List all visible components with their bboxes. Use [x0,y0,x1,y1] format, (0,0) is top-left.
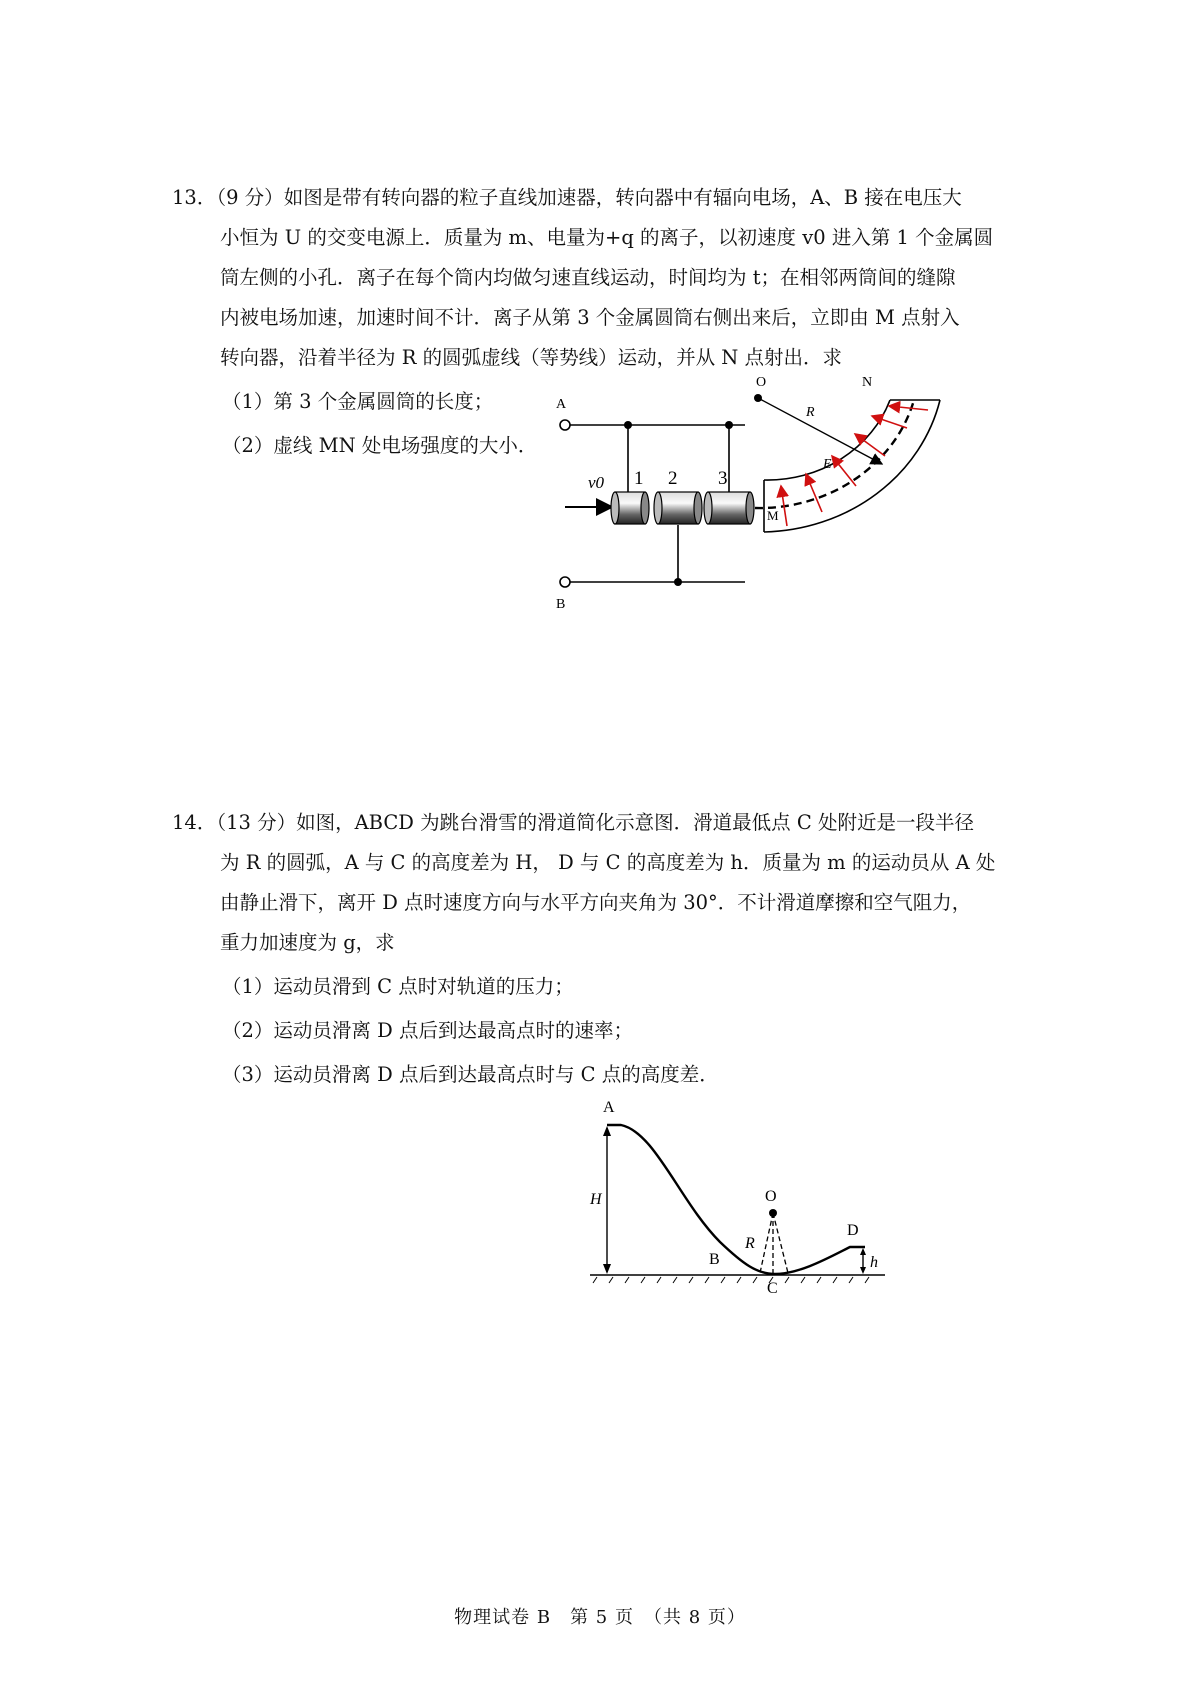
label-R: R [806,405,815,420]
page-footer: 物理试卷 B 第 5 页 （共 8 页） [454,1607,746,1628]
q13-number: 13． [172,186,217,209]
H-arrow-top [603,1126,611,1136]
q13-line-1 [172,178,1020,218]
metal-tube-3 [704,492,754,524]
h-arrow-top [860,1248,866,1255]
metal-tube-2 [654,492,702,524]
q13-text-1: 如图是带有转向器的粒子直线加速器，转向器中有辐向电场，A、B 接在电压大 [283,186,962,209]
accelerator-figure [556,370,980,680]
terminal-B [560,577,570,587]
q13-sub-1: （1）第 3 个金属圆筒的长度； [222,390,494,413]
label-A: A [603,1099,615,1116]
metal-tube-1 [611,492,649,524]
ground-hatch [593,1277,869,1283]
tube-label-3: 3 [718,468,728,489]
junction-1 [624,421,632,429]
equipotential-arc [755,400,914,508]
q13-line-5: 转向器，沿着半径为 R 的圆弧虚线（等势线）运动，并从 N 点射出．求 [220,346,843,369]
tube-label-2: 2 [668,468,678,489]
q13-line-2: 小恒为 U 的交变电源上．质量为 m、电量为+q 的离子，以初速度 v0 进入第 1 个金属圆 [220,226,994,249]
label-H: H [590,1191,602,1208]
label-B: B [709,1251,720,1268]
junction-3 [674,578,682,586]
ski-track-figure [585,1092,895,1302]
q14-line-4: 重力加速度为 g，求 [220,931,395,954]
h-arrow-bottom [860,1267,866,1274]
q14-sub-1: （1）运动员滑到 C 点时对轨道的压力； [222,975,574,998]
label-A: A [556,397,567,412]
label-N: N [862,375,873,390]
junction-2 [725,421,733,429]
q14-score: （13 分） [216,811,297,834]
ski-track [607,1125,865,1274]
q13-line-3: 筒左侧的小孔．离子在每个筒内均做匀速直线运动，时间均为 t；在相邻两筒间的缝隙 [220,266,956,289]
deflector [764,400,940,532]
tube-label-1: 1 [634,468,644,489]
q14-number: 14． [172,811,217,834]
q14-text-1: 如图，ABCD 为跳台滑雪的滑道简化示意图．滑道最低点 C 处附近是一段半径 [296,811,974,834]
q13-score: （9 分） [216,186,284,209]
q13-sub-2: （2）虚线 MN 处电场强度的大小． [222,434,538,457]
q14-sub-2: （2）运动员滑离 D 点后到达最高点时的速率； [222,1019,633,1042]
label-v0: v0 [588,473,605,492]
q14-line-2: 为 R 的圆弧，A 与 C 的高度差为 H， D 与 C 的高度差为 h．质量为 m 的运动员从 A 处 [220,851,996,874]
q14-line-1 [172,803,1020,843]
label-B: B [556,597,566,612]
q14-sub-3: （3）运动员滑离 D 点后到达最高点时与 C 点的高度差． [222,1063,719,1086]
label-O: O [765,1188,777,1205]
terminal-A [560,420,570,430]
radius-line [758,398,882,464]
label-D: D [847,1222,859,1239]
label-h: h [870,1254,878,1271]
radius-lines [760,1213,788,1274]
label-C: C [767,1280,778,1297]
question-14 [172,803,1020,1095]
label-M: M [767,508,779,523]
q13-line-4: 内被电场加速，加速时间不计．离子从第 3 个金属圆筒右侧出来后，立即由 M 点射入 [220,306,960,329]
label-E: E [823,457,832,472]
label-R: R [745,1235,755,1252]
H-arrow-bottom [603,1264,611,1274]
q14-line-3: 由静止滑下，离开 D 点时速度方向与水平方向夹角为 30°．不计滑道摩擦和空气阻力， [220,891,972,914]
label-O: O [756,375,767,390]
